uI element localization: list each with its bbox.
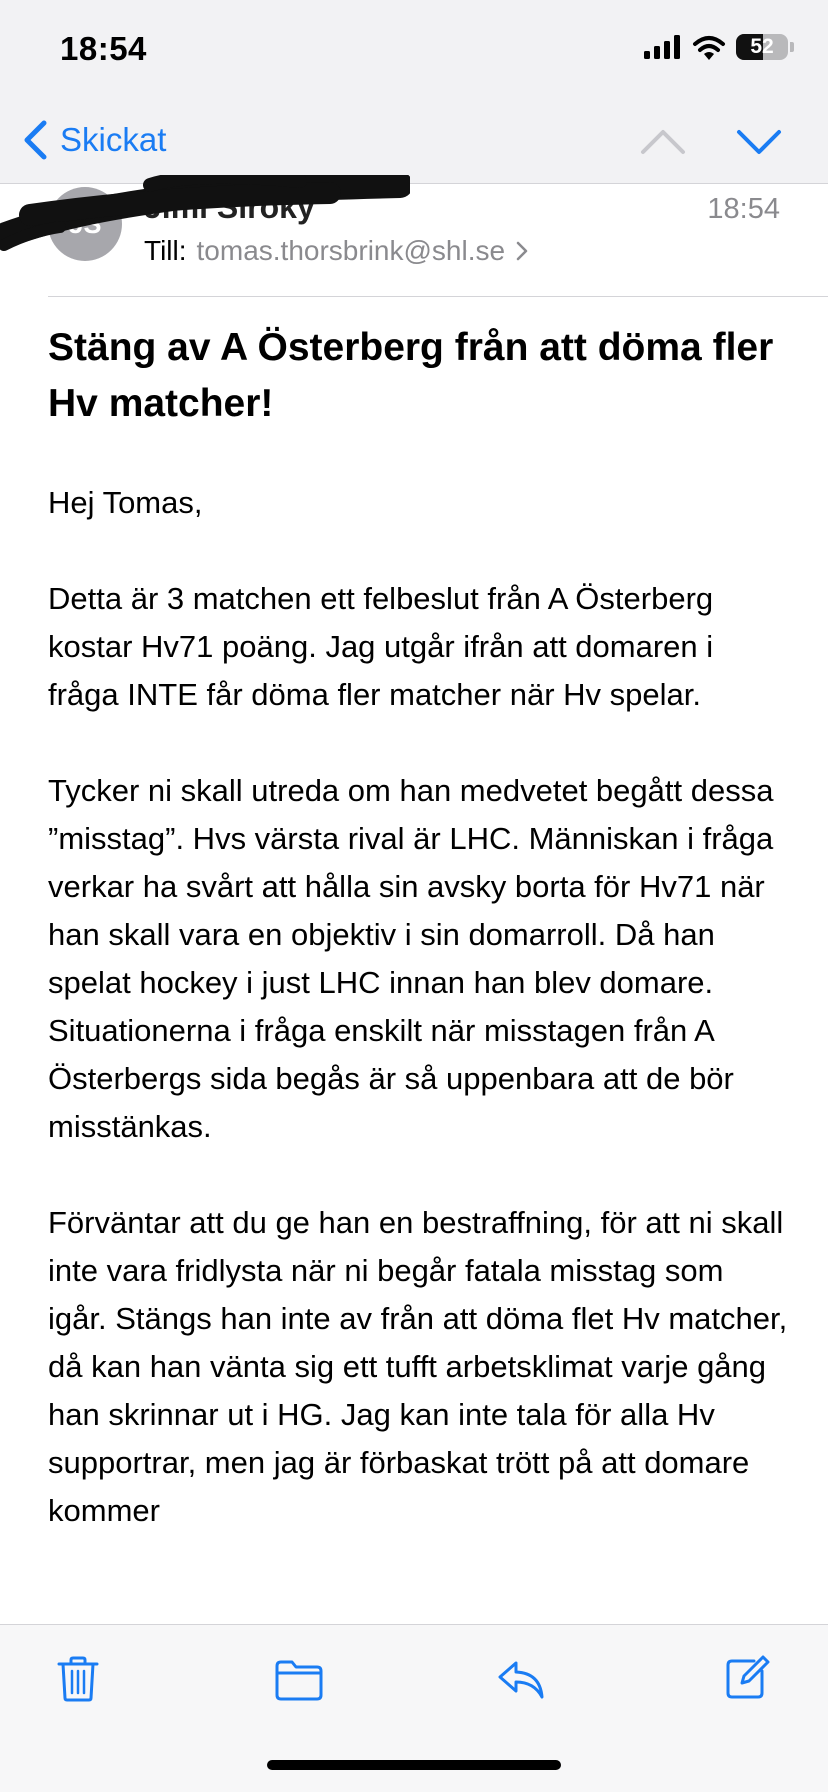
body-paragraph: Förväntar att du ge han en bestraffning, för att ni skall inte vara fridlysta när ni begår fatala misstag som igår. Stängs han inte av från att döma flet Hv matcher, då kan han vänta sig ett tufft arbetsklimat varje gång han skrinnar ut i HG. Jag kan inte tala för alla Hv supportrar, men jag är förbaskat trött på att domare kommer <box>48 1205 788 1528</box>
battery-icon <box>736 34 788 60</box>
reply-button[interactable] <box>496 1659 546 1706</box>
home-indicator[interactable] <box>267 1760 561 1770</box>
cellular-signal-icon <box>644 35 682 59</box>
body-paragraph: Detta är 3 matchen ett felbeslut från A Österberg kostar Hv71 poäng. Jag utgår ifrån att domaren i fråga INTE får döma fler matcher när Hv spelar. <box>48 581 714 712</box>
back-label: Skickat <box>60 121 167 158</box>
compose-icon <box>724 1653 770 1701</box>
email-header <box>0 185 828 297</box>
status-bar <box>0 0 828 100</box>
compose-button[interactable] <box>724 1653 770 1706</box>
move-to-folder-button[interactable] <box>274 1659 324 1706</box>
chevron-left-icon <box>22 120 48 160</box>
previous-message-button[interactable] <box>640 122 686 167</box>
sender-name[interactable]: Jimi Siroky <box>144 189 315 225</box>
battery-cap <box>790 42 794 52</box>
status-icons <box>644 34 794 60</box>
chevron-right-icon <box>515 240 529 262</box>
to-label: Till: <box>144 235 187 266</box>
reply-icon <box>496 1659 546 1701</box>
email-body <box>48 479 788 1583</box>
folder-icon <box>274 1659 324 1701</box>
delete-button[interactable] <box>56 1655 100 1708</box>
recipient-address[interactable]: tomas.thorsbrink@shl.se <box>196 235 506 266</box>
chevron-up-icon <box>640 122 686 162</box>
header-divider <box>48 296 828 297</box>
trash-icon <box>56 1655 100 1703</box>
battery-percent: 52 <box>750 35 774 58</box>
recipients-row[interactable] <box>144 235 529 267</box>
status-time: 18:54 <box>60 30 147 67</box>
chevron-down-icon <box>736 122 782 162</box>
body-paragraph: Hej Tomas, <box>48 485 203 520</box>
body-paragraph: Tycker ni skall utreda om han medvetet begått dessa ”misstag”. Hvs värsta rival är LHC. Människan i fråga verkar ha svårt att hålla sin avsky borta för Hv71 när han skall vara en objektiv i sin domarroll. Då han spelat hockey i just LHC innan han blev domare. Situationerna i fråga enskilt när misstagen från A Österbergs sida begås är så uppenbara att de bör misstänkas. <box>48 773 774 1144</box>
navigation-bar <box>0 100 828 184</box>
wifi-icon <box>692 34 726 60</box>
back-button[interactable] <box>22 120 166 160</box>
sender-avatar[interactable]: JS <box>48 187 122 261</box>
next-message-button[interactable] <box>736 122 782 167</box>
email-subject: Stäng av A Österberg från att döma fler Hv matcher! <box>48 326 774 425</box>
email-time: 18:54 <box>707 193 780 225</box>
